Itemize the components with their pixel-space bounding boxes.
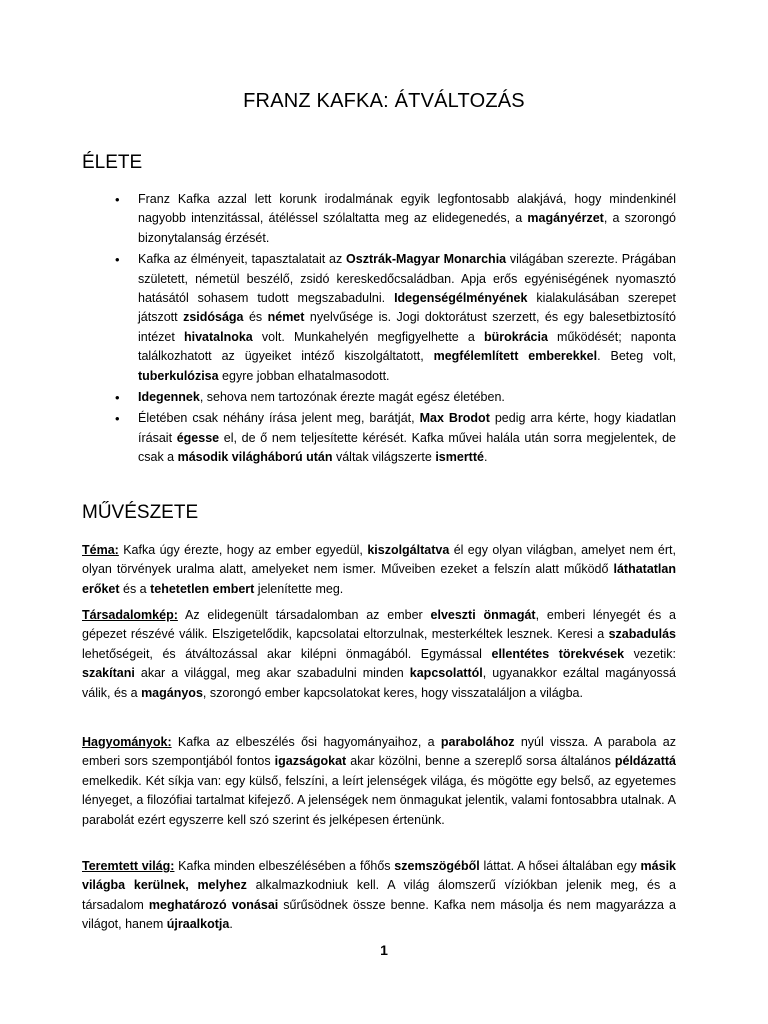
- bold-text: égesse: [176, 430, 220, 445]
- text-run: Életében csak néhány írása jelent meg, barátját,: [138, 411, 420, 426]
- text-run: akar közölni, benne a szereplő sorsa általános: [346, 754, 615, 769]
- section-heading-muveszete: MŰVÉSZETE: [82, 502, 199, 523]
- text-run: vezetik:: [624, 646, 677, 661]
- bold-text: szabadulás: [608, 627, 676, 642]
- paragraph-teremtett-vilag: [82, 857, 676, 935]
- bullet-icon: •: [115, 252, 120, 268]
- text-run: akar a világgal, meg akar szabadulni minden: [134, 666, 410, 681]
- text-run: , ugyanakkor ezáltal magányossá válik, és a: [82, 666, 676, 700]
- bold-text: ismertté: [435, 450, 484, 465]
- bold-text: elveszti önmagát: [430, 608, 536, 622]
- document-title: FRANZ KAFKA: ÁTVÁLTOZÁS: [243, 90, 525, 112]
- bold-text: újraalkotja: [166, 917, 230, 932]
- text-run: .: [483, 450, 488, 465]
- bold-text: szakítani: [82, 666, 135, 681]
- text-run: nyelvűsége is. Jogi doktorátust szerzett, és egy balesetbiztosító intézet: [138, 310, 676, 344]
- bullet-icon: •: [115, 192, 120, 207]
- bold-text: másik világba kerülnek, melyhez: [82, 859, 676, 893]
- paragraph-tema: [82, 541, 676, 599]
- text-run: és a: [119, 581, 151, 596]
- text-run: lehetőségeit, és átváltozással akar kilépni önmagából. Egymással: [82, 646, 492, 661]
- text-run: Kafka úgy érezte, hogy az ember egyedül,: [118, 543, 368, 557]
- bold-text: meghatározó vonásai: [148, 897, 279, 912]
- text-run: alkalmazkodniuk kell. A világ álomszerű víziókban jelenik meg, és a társadalom: [82, 878, 676, 912]
- bold-text: magányérzet: [527, 211, 604, 226]
- bold-text: megfélemlített emberekkel: [433, 349, 598, 364]
- text-run: , sehova nem tartozónak érezte magát egész életében.: [199, 390, 505, 405]
- paragraph-hagyomanyok: [82, 733, 676, 830]
- bold-text: Idegenségélményének: [394, 291, 528, 306]
- bold-text: Idegennek: [138, 390, 200, 405]
- text-run: Kafka minden elbeszélésében a főhős: [174, 859, 395, 873]
- text-run: Kafka az elbeszélés ősi hagyományaihoz, a: [171, 735, 441, 749]
- text-run: kialakulásában szerepet játszott: [138, 291, 676, 325]
- page-number: 1: [380, 942, 388, 958]
- text-run: váltak világszerte: [332, 450, 436, 465]
- text-run: nyúl vissza. A parabola az emberi sors szempontjából fontos: [82, 735, 677, 769]
- bullet-icon: •: [115, 411, 120, 427]
- bold-text: bürokrácia: [483, 329, 548, 344]
- text-run: láttat. A hősei általában egy: [479, 859, 641, 873]
- bold-text: tuberkulózisa: [138, 368, 219, 383]
- bold-text: szemszögéből: [394, 859, 480, 873]
- text-run: emelkedik. Két síkja van: egy külső, felszíni, a leírt jelenségek világa, és mögötte egy belső, az egyetemes lényeget, a filozófiai tartalmat kifejező. A jelenségek nem önmagukat jelentik, valami fontosabbra utalnak. A parabolát ezért egyszerre kell szó szerint és jelképesen értenünk.: [82, 773, 676, 827]
- text-run: világában szerezte. Prágában született, németül beszélő, zsidó kereskedőcsaládban. Apja erős egyéniségének nyomasztó hatásától sohasem tudott megszabadulni.: [138, 252, 676, 306]
- text-run: , emberi lényegét és a gépezet részévé válik. Elszigetelődik, kapcsolatai eltorzulnak, mesterkéltek lesznek. Keresi a: [82, 608, 676, 642]
- text-run: egyre jobban elhatalmasodott.: [218, 368, 390, 383]
- bullet-item: [82, 409, 676, 467]
- text-run: Az elidegenült társadalomban az ember: [177, 608, 431, 622]
- bold-text: láthatatlan erőket: [82, 562, 676, 596]
- text-run: működését; naponta találkozhatott az ügyeiket intéző kiszolgáltatott,: [138, 329, 676, 364]
- paragraph-label: Teremtett világ:: [82, 859, 175, 873]
- elete-bullet-list: [82, 190, 676, 470]
- text-run: , a szorongó bizonytalanság érzését.: [138, 211, 677, 245]
- paragraph-label: Téma:: [82, 543, 119, 557]
- bold-text: német: [267, 310, 305, 325]
- text-run: Kafka az élményeit, tapasztalatait az: [138, 252, 347, 267]
- text-run: , szorongó ember kapcsolatokat keres, hogy visszataláljon a világba.: [202, 685, 583, 700]
- text-run: és: [243, 310, 268, 325]
- text-run: sűrűsödnek össze benne. Kafka nem másolja és nem magyarázza a világot, hanem: [82, 897, 676, 932]
- text-run: .: [229, 917, 233, 932]
- paragraph-label: Hagyományok:: [82, 735, 172, 749]
- text-run: volt. Munkahelyén megfigyelhette a: [252, 329, 484, 344]
- bold-text: parabolához: [440, 735, 515, 749]
- text-run: Franz Kafka azzal lett korunk irodalmának egyik legfontosabb alakjává, hogy mindenkinél nagyobb intenzitással, átéléssel szólaltatta meg az elidegenedés, a: [138, 192, 676, 226]
- bold-text: magányos: [141, 685, 203, 700]
- paragraph-label: Társadalomkép:: [82, 608, 178, 622]
- bullet-icon: •: [115, 390, 120, 406]
- paragraph-tarsadalomkep: [82, 606, 676, 703]
- bold-text: hivatalnoka: [183, 329, 253, 344]
- bullet-item: [82, 190, 676, 248]
- text-run: jelenítette meg.: [254, 581, 344, 596]
- bold-text: Osztrák-Magyar Monarchia: [346, 252, 507, 267]
- bold-text: példázattá: [614, 754, 677, 769]
- bullet-item: [82, 388, 676, 407]
- section-heading-elete: ÉLETE: [82, 152, 143, 173]
- bullet-item: [82, 250, 676, 386]
- bold-text: Max Brodot: [419, 411, 490, 426]
- text-run: él egy olyan világban, amelyet nem ért, olyan törvények uralma alatt, amelyeket nem ismer. Műveiben ezeket a felszín alatt működő: [82, 543, 676, 577]
- bold-text: tehetetlen embert: [150, 581, 255, 596]
- bold-text: igazságokat: [274, 754, 347, 769]
- text-run: el, de ő nem teljesítette kérését. Kafka művei halála után sorra megjelentek, de csak a: [138, 430, 676, 465]
- text-run: . Beteg volt,: [597, 349, 676, 364]
- bold-text: ellentétes törekvések: [491, 646, 625, 661]
- bold-text: második világháború után: [177, 450, 333, 465]
- bold-text: kapcsolattól: [409, 666, 483, 681]
- bold-text: zsidósága: [183, 310, 244, 325]
- bold-text: kiszolgáltatva: [367, 543, 450, 557]
- text-run: pedig arra kérte, hogy kiadatlan írásait: [138, 411, 677, 445]
